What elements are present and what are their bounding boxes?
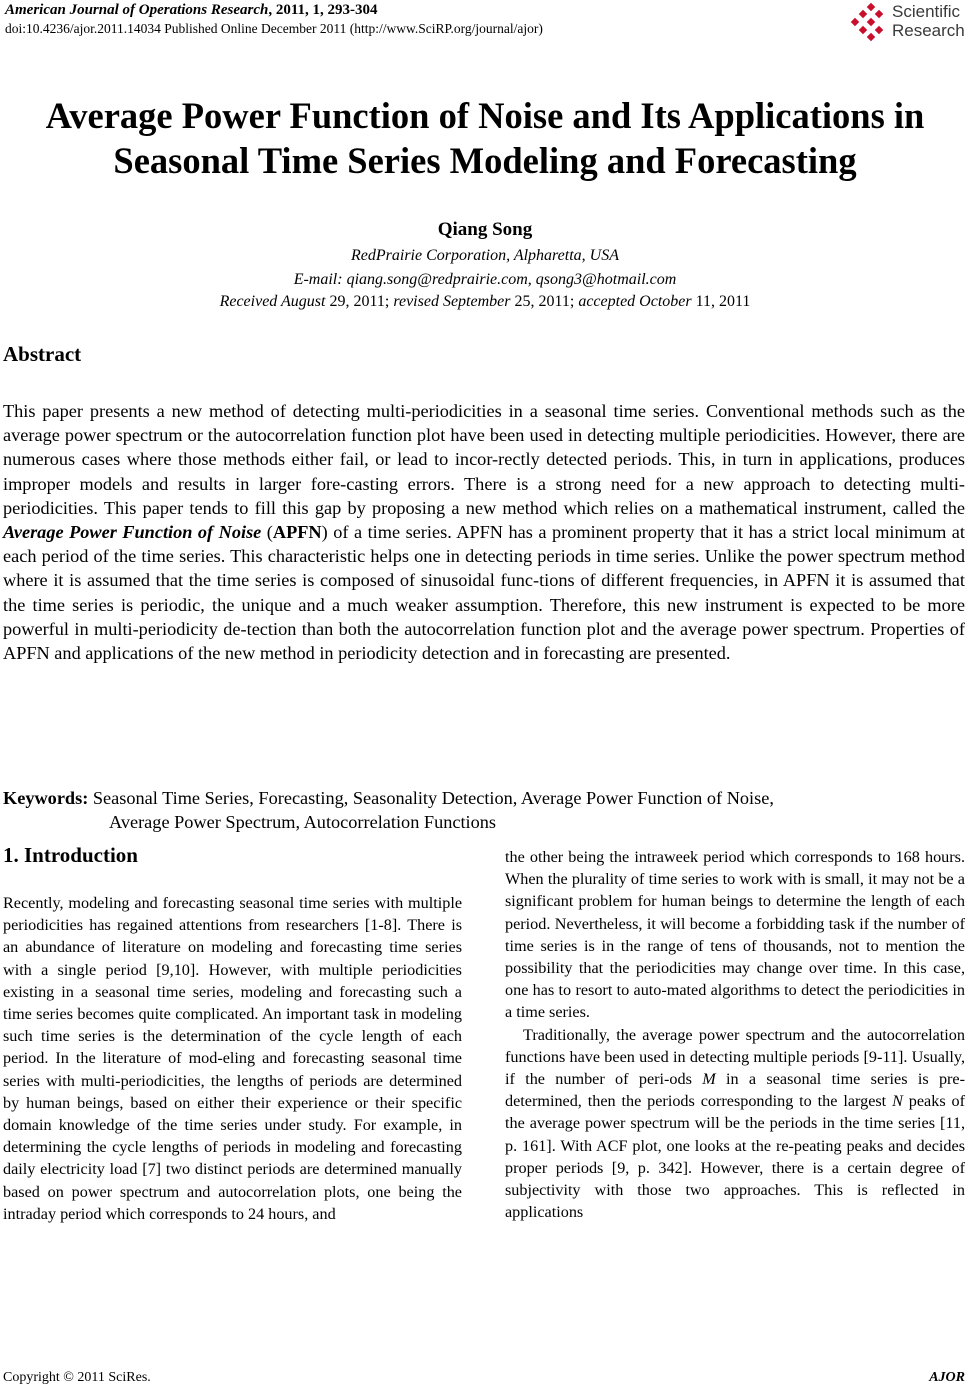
abstract-term: Average Power Function of Noise: [3, 522, 262, 543]
affiliation: RedPrairie Corporation, Alpharetta, USA: [351, 247, 619, 264]
abstract-paren: (: [261, 522, 273, 543]
footer-copyright: Copyright © 2011 SciRes.: [3, 1370, 151, 1385]
title-line2: Seasonal Time Series Modeling and Forecasting: [113, 140, 857, 181]
left-column: [3, 892, 462, 1225]
abstract-abbr: APFN: [272, 522, 322, 543]
intro-paragraph-3: [505, 1024, 965, 1224]
affiliation-block: [0, 244, 970, 292]
right-column: [505, 846, 965, 1223]
intro-paragraph-2: the other being the intraweek period which corresponds to 168 hours. When the plurality of time series to work with is small, it may not be a significant problem for human beings to determine the length of each period. Nevertheless, it will become a forbidding task if the number of time series is in the range of tens of thousands, not to mention the possibility that the periodicities may change over time. In this case, one has to resort to auto-mated algorithms to detect the periodicities in a time series.: [505, 848, 965, 1022]
logo-line1: Scientific: [892, 2, 961, 21]
keywords-label: Keywords:: [3, 788, 89, 808]
keywords-line2: Average Power Spectrum, Autocorrelation Functions: [109, 812, 497, 832]
paper-title: [0, 93, 970, 183]
p3-text-a: Traditionally, the average power spectrum and the autocorrelation functions have been used in detecting multiple periods [9-11]. Usually, if the number of peri-ods: [505, 1025, 965, 1089]
keywords-line1: Seasonal Time Series, Forecasting, Seasonality Detection, Average Power Function of Noise,: [88, 788, 774, 808]
email-label: E-mail: [293, 271, 338, 288]
title-line1: Average Power Function of Noise and Its Applications in: [45, 95, 925, 136]
abstract-text-after: ) of a time series. APFN has a prominent property that it has a strict local minimum at each period of the time series. This characteristic helps one in detecting periods in time series. Unlike the power spectrum method where it is assumed that the time series is composed of sinusoidal func-tions of different frequencies, in APFN it is assumed that the time series is periodic, the unique and a much weaker assumption. Therefore, this new instrument is expected to be more powerful in multi-periodicity de-tection than both the autocorrelation function plot and the average power spectrum. Properties of APFN and applications of the new method in periodicity detection and in forecasting are presented.: [3, 522, 965, 664]
email-values: : qiang.song@redprairie.com, qsong3@hotmail.com: [337, 271, 677, 288]
abstract-text-before: This paper presents a new method of detecting multi-periodicities in a seasonal time series. Conventional methods such as the average power spectrum or the autocorrelation function plot have been used in detecting multiple periodicities. However, there are numerous cases where those methods either fail, or lead to incor-rectly detected periods. This, in turn in applications, produces improper models and results in larger fore-casting errors. There is a strong need for a new approach to detecting multi-periodicities. This paper tends to fill this gap by proposing a new method which relies on a mathematical instrument, called the: [3, 401, 965, 518]
received-label: Received August: [219, 293, 326, 310]
accepted-label: accepted October: [578, 293, 692, 310]
email-line: [0, 268, 970, 292]
revised-date: 25, 2011;: [510, 293, 579, 310]
publisher-logo: [850, 2, 970, 44]
accepted-date: 11, 2011: [691, 293, 751, 310]
p3-text-c: peaks of the average power spectrum will be the periods in the time series [11, p. 161]. With ACF plot, one looks at the re-peating peaks and decides proper periods [9, p. 342]. However, there is a certain degree of subjectivity with those two approaches. This is reflected in applications: [505, 1092, 965, 1222]
received-dates: [0, 293, 970, 311]
logo-text: [892, 2, 965, 40]
abstract-heading: Abstract: [3, 342, 82, 366]
author-name: Qiang Song: [437, 219, 533, 240]
p3-var-N: N: [892, 1092, 903, 1111]
logo-icon: [850, 2, 890, 42]
p3-text-b: in a seasonal time series is pre-determined, then the periods corresponding to the largest: [505, 1070, 965, 1111]
received-date: 29, 2011;: [325, 293, 394, 310]
intro-paragraph-1: Recently, modeling and forecasting seasonal time series with multiple periodicities has regained attentions from researchers [1-8]. There is an abundance of literature on modeling and forecasting time series with a single period [9,10]. However, with multiple periodicities existing in a seasonal time series, modeling and forecasting such a time series becomes quite complicated. An important task in modeling such time series is the determination of the cycle length of each period. In the literature of mod-eling and forecasting seasonal time series with multi-periodicities, the lengths of periods are determined by human beings, based on either their experience or their specific domain knowledge of the time series under study. For example, in determining the cycle lengths of periods in modeling and forecasting daily electricity load [7] two distinct periods are determined manually based on power spectrum and autocorrelation plots, one being the intraday period which corresponds to 24 hours, and: [3, 894, 462, 1223]
journal-info: , 2011, 1, 293-304: [268, 2, 378, 18]
logo-line2: Research: [892, 21, 965, 40]
doi-line: doi:10.4236/ajor.2011.14034 Published Online December 2011 (http://www.SciRP.org/journal/ajor): [5, 21, 543, 36]
footer-journal-abbr: AJOR: [929, 1370, 965, 1385]
journal-name: American Journal of Operations Research: [5, 2, 269, 18]
abstract-body: [3, 399, 965, 665]
section-heading-introduction: 1. Introduction: [3, 843, 138, 867]
keywords: [3, 786, 965, 834]
journal-header: [5, 2, 378, 19]
revised-label: revised September: [393, 293, 511, 310]
p3-var-M: M: [702, 1070, 716, 1089]
